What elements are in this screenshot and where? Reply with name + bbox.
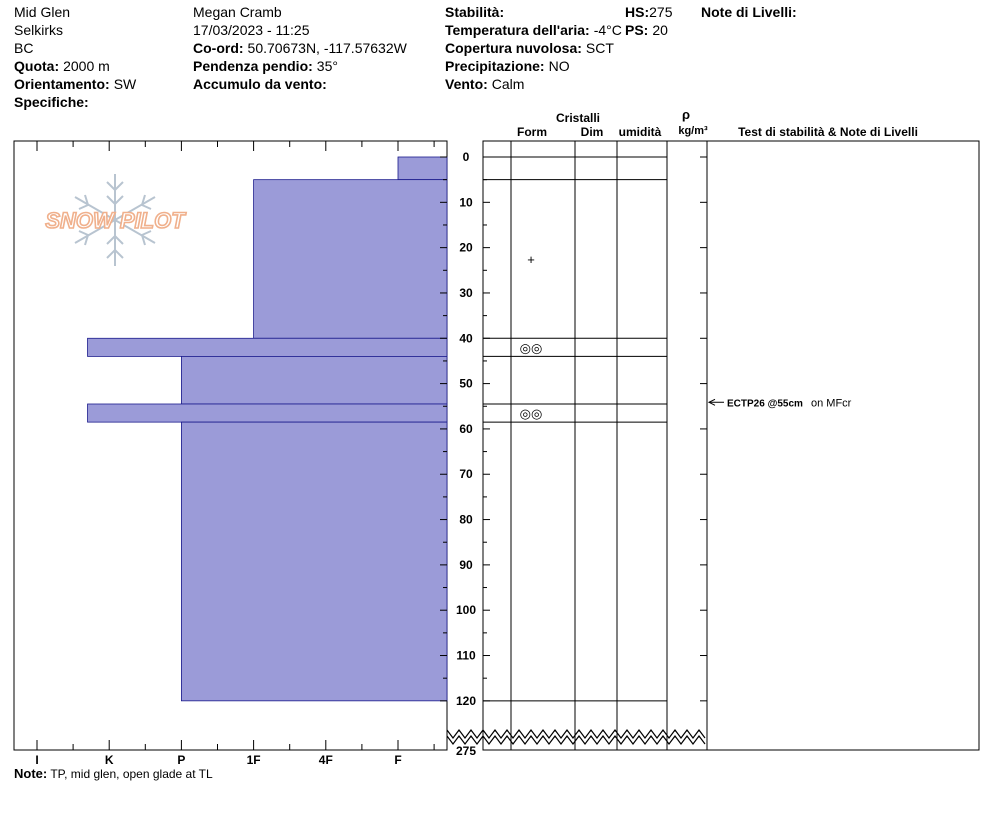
air-temperature: Temperatura dell'aria: -4°C	[445, 22, 622, 38]
hardness-label-4F: 4F	[318, 753, 333, 767]
grain-form-1: +	[527, 251, 535, 267]
hardness-bar-5	[181, 422, 447, 701]
hardness-bar-1	[254, 180, 447, 339]
depth-label-10: 10	[459, 195, 473, 210]
hardness-label-K: K	[104, 753, 114, 767]
region: BC	[14, 40, 34, 56]
grain-form-2: ◎◎	[519, 340, 543, 356]
table-column-lines	[511, 141, 707, 750]
depth-axis-labels	[456, 150, 476, 708]
coordinates: Co-ord: 50.70673N, -117.57632W	[193, 40, 407, 56]
layer-table-frame	[483, 141, 979, 750]
test-code-0: ECTP26 @55cm	[727, 398, 803, 410]
mountain-range: Selkirks	[14, 22, 64, 38]
hardness-label-I: I	[35, 753, 39, 767]
hardness-bar-2	[88, 338, 447, 356]
aspect: Orientamento: SW	[14, 76, 137, 92]
depth-label-20: 20	[459, 240, 473, 255]
stability-tests	[709, 397, 852, 409]
col-header-crystals: Cristalli	[555, 111, 601, 125]
wind: Vento: Calm	[445, 76, 525, 92]
hardness-bars	[88, 157, 447, 701]
test-note-0: on MFcr	[811, 397, 852, 410]
grain-forms	[520, 252, 543, 421]
grain-form-4: ◎◎	[519, 406, 543, 422]
precipitation: Precipitazione: NO	[445, 58, 570, 74]
depth-label-110: 110	[456, 648, 476, 663]
axis-break-zigzag	[447, 736, 705, 744]
col-header-moisture: umidità	[618, 125, 662, 139]
hardness-axis-labels	[35, 753, 401, 767]
penetration: PS: 20	[625, 22, 668, 38]
col-header-density-symbol: ρ	[681, 107, 691, 122]
depth-label-60: 60	[459, 421, 473, 436]
elevation: Quota: 2000 m	[14, 58, 110, 74]
logo-text: SNOW PILOT	[45, 208, 185, 233]
depth-label-0: 0	[462, 150, 470, 164]
depth-break-label: 275	[455, 744, 477, 758]
col-header-size: Dim	[580, 125, 604, 139]
profile-note: Note: TP, mid glen, open glade at TL	[14, 766, 213, 781]
snow-height: HS:275	[625, 4, 673, 20]
depth-label-120: 120	[455, 693, 477, 708]
depth-label-100: 100	[455, 603, 477, 618]
wind-loading: Accumulo da vento:	[193, 76, 327, 92]
stability: Stabilità:	[445, 4, 505, 20]
depth-label-90: 90	[459, 557, 473, 572]
specifics: Specifiche:	[14, 94, 89, 110]
hardness-label-F: F	[394, 753, 402, 767]
depth-label-30: 30	[459, 285, 473, 300]
axis-break-zigzag-2	[447, 730, 705, 738]
layer-notes-title: Note di Livelli:	[701, 4, 797, 20]
hardness-label-1F: 1F	[246, 753, 261, 767]
hardness-bar-4	[88, 404, 447, 422]
col-header-density-unit: kg/m³	[678, 125, 708, 137]
hardness-bar-3	[181, 356, 447, 404]
col-header-form: Form	[517, 125, 547, 139]
cloud-cover: Copertura nuvolosa: SCT	[445, 40, 614, 56]
hardness-label-P: P	[177, 753, 186, 767]
slope: Pendenza pendio: 35°	[193, 58, 338, 74]
datetime: 17/03/2023 - 11:25	[193, 22, 310, 38]
observer: Megan Cramb	[193, 4, 282, 20]
depth-label-70: 70	[459, 467, 473, 482]
col-header-tests: Test di stabilità & Note di Livelli	[738, 125, 918, 139]
location: Mid Glen	[14, 4, 71, 20]
depth-label-40: 40	[459, 331, 473, 346]
depth-label-80: 80	[459, 512, 473, 527]
depth-label-50: 50	[459, 376, 473, 391]
hardness-bar-0	[398, 157, 447, 180]
